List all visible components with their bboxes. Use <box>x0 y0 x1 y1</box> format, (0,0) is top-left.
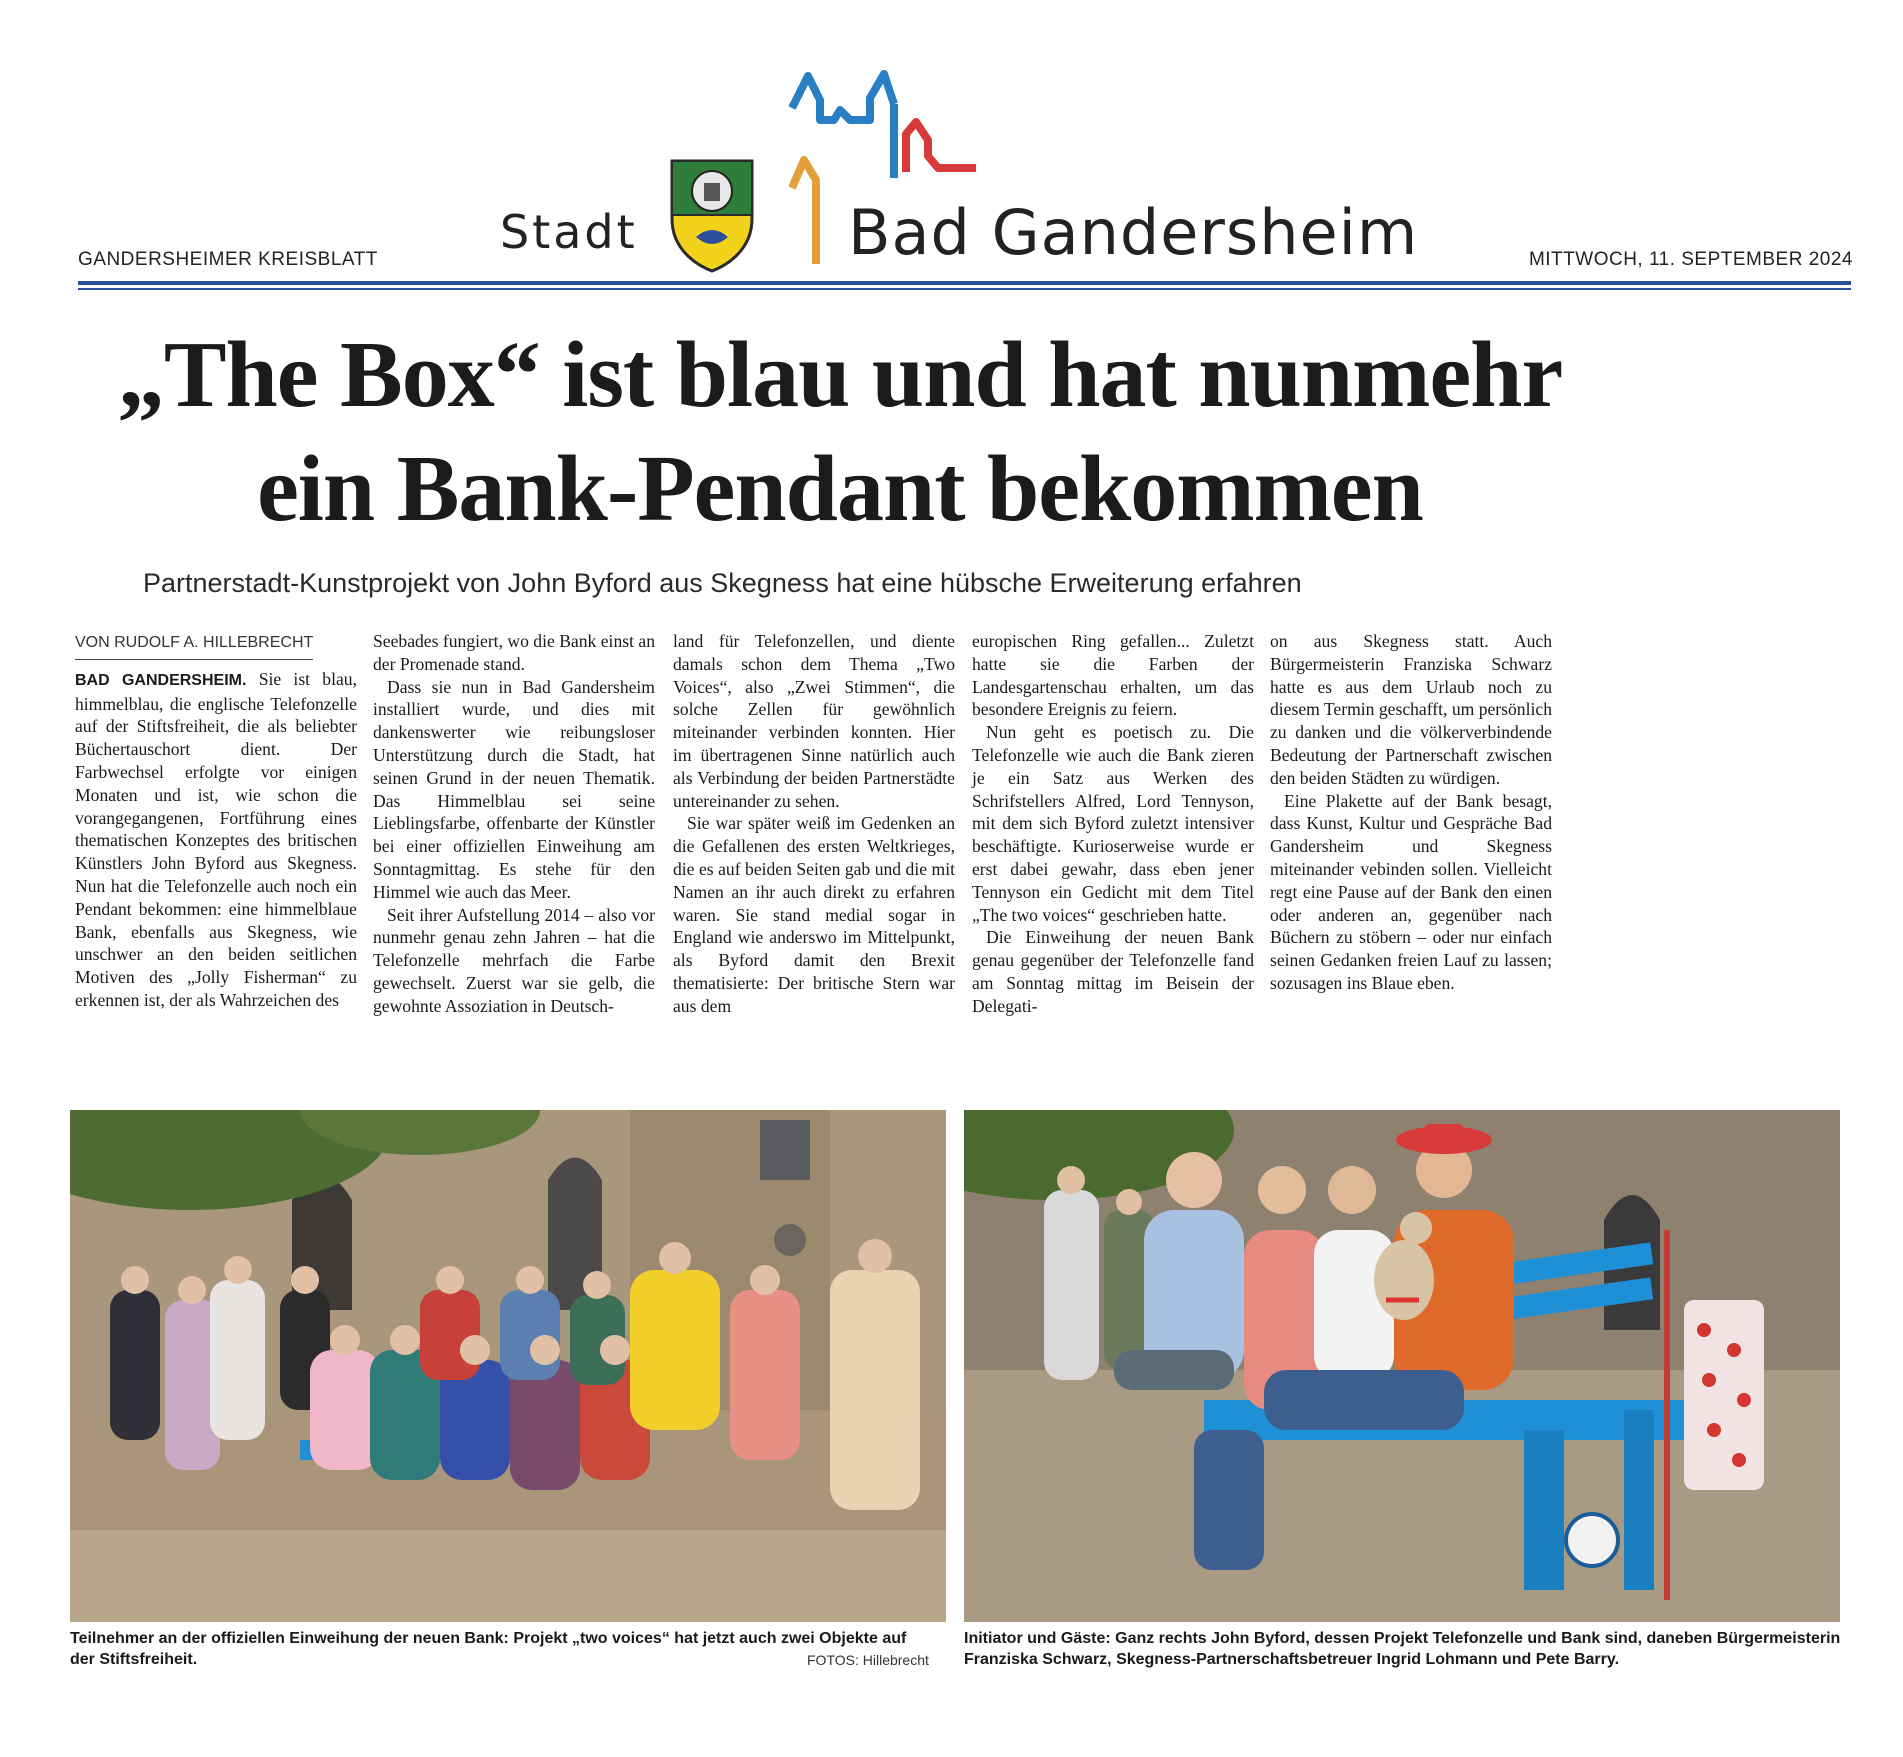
paragraph: Die Einweihung der neuen Bank genau gegenüber der Telefonzelle fand am Sonntag mittag im Beisein der Delegati- <box>972 927 1254 1016</box>
masthead-rule-thin <box>78 288 1851 290</box>
photo-credit: FOTOS: Hillebrecht <box>807 1652 929 1668</box>
paragraph: on aus Skegness statt. Auch Bürgermeisterin Franziska Schwarz hatte es aus dem Urlaub noch zu diesem Termin geschafft, um persönlich zu danken und die völkerverbindende Bedeutung der Partnerschaft zwischen den beiden Städten zu würdigen. <box>1270 631 1552 788</box>
paragraph: europischen Ring gefallen... Zuletzt hatte sie die Farben der Landesgartenschau erhalten, um das besondere Ereignis zu feiern. <box>972 631 1254 720</box>
paragraph: land für Telefonzellen, und diente damals schon dem Thema „Two Voices“, also „Zwei Stimmen“, die solche Zellen für gewöhnlich miteinander verbinden konnten. Hier im übertragenen Sinne natürlich auch als Verbindung der beiden Partnerstädte untereinander zu sehen. <box>673 631 955 811</box>
paragraph-text: Sie ist blau, himmelblau, die englische Telefonzelle auf der Stiftsfreiheit, die als beliebter Büchertauschort dient. Der Farbwechsel erfolgte vor einigen Monaten und ist, wie schon die vorangegangenen, Fortführung eines thematischen Konzeptes des britischen Künstlers John Byford aus Skegness. Nun hat die Telefonzelle auch noch ein Pendant bekommen: eine himmelblaue Bank, ebenfalls aus Skegness, wie unschwer an den beiden seitlichen Motiven des „Jolly Fisherman“ zu erkennen ist, der als Wahrzeichen des <box>75 668 357 1010</box>
paragraph: Sie war später weiß im Gedenken an die Gefallenen des ersten Weltkrieges, die es auf beiden Seiten gab und die mit Namen an ihr auch direkt zu erfahren waren. Sie stand medial sogar in England wie anderswo im Mittelpunkt, als Byford damit den Brexit thematisierte: Der britische Stern war aus dem <box>673 813 955 1016</box>
article-column-2 <box>373 630 655 1018</box>
article-headline <box>40 318 1640 546</box>
paragraph: Dass sie nun in Bad Gandersheim installiert wurde, und dies mit dankenswerter wie reibungsloser Unterstützung durch die Stadt, hat seinen Grund in der neuen Thematik. Das Himmelblau sei seine Lieblingsfarbe, offenbarte der Künstler bei einer offiziellen Einweihung am Sonntagmittag. Es stehe für den Himmel wie auch das Meer. <box>373 676 655 902</box>
headline-line-1: „The Box“ ist blau und hat nunmehr <box>117 323 1563 427</box>
article-column-3 <box>673 630 955 1018</box>
byline: VON RUDOLF A. HILLEBRECHT <box>75 632 313 660</box>
paragraph: Nun geht es poetisch zu. Die Telefonzelle wie auch die Bank zieren je ein Satz aus Werken des Schrifstellers Alfred, Lord Tennyson, mit dem sich Byford zuletzt intensiver beschäftigte. Kurioserweise wurde er erst dabei gewahr, dass eben jener Tennyson ein Gedicht mit dem Titel „The two voices“ geschrieben hatte. <box>972 722 1254 925</box>
coat-of-arms-icon <box>668 157 756 275</box>
right-photo-caption: Initiator und Gäste: Ganz rechts John Byford, dessen Projekt Telefonzelle und Bank sind, daneben Bürgermeisterin Franziska Schwarz, Skegness-Partnerschaftsbetreuer Ingrid Lohmann und Pete Barry. <box>964 1630 1841 1668</box>
headline-line-2: ein Bank-Pendant bekommen <box>257 437 1423 541</box>
paragraph: Eine Plakette auf der Bank besagt, dass Kunst, Kultur und Gespräche Bad Gandersheim und Skegness miteinander vebinden sollen. Vielleicht regt eine Pause auf der Bank den einen oder anderen an, gegenüber nach Büchern zu stöbern – oder nur einfach seinen Gedanken freien Lauf zu lassen; sozusagen ins Blaue eben. <box>1270 790 1552 993</box>
issue-date: MITTWOCH, 11. SEPTEMBER 2024 <box>1528 249 1853 270</box>
masthead-rule <box>78 281 1851 285</box>
article-column-4 <box>972 630 1254 1018</box>
article-subheadline: Partnerstadt-Kunstprojekt von John Byford aus Skegness hat eine hübsche Erweiterung erfahren <box>143 568 1302 598</box>
bench-photo <box>964 1110 1840 1622</box>
dateline: BAD GANDERSHEIM. <box>75 671 247 689</box>
paragraph: Seit ihrer Aufstellung 2014 – also vor nunmehr genau zehn Jahren – hat die Telefonzelle mehrfach die Farbe gewechselt. Zuerst war sie gelb, die gewohnte Assoziation in Deutsch- <box>373 904 655 1016</box>
article-column-5 <box>1270 630 1552 995</box>
left-photo-caption: Teilnehmer an der offiziellen Einweihung der neuen Bank: Projekt „two voices“ hat jetzt auch zwei Objekte auf der Stiftsfreiheit. <box>70 1630 907 1668</box>
masthead-stadt: Stadt <box>500 205 638 259</box>
group-photo <box>70 1110 946 1622</box>
newspaper-name: GANDERSHEIMER KREISBLATT <box>78 249 378 270</box>
paragraph: Seebades fungiert, wo die Bank einst an der Promenade stand. <box>373 631 655 674</box>
masthead-city-name: Bad Gandersheim <box>848 196 1419 269</box>
article-column-1 <box>75 630 357 1012</box>
paragraph <box>75 668 357 1012</box>
